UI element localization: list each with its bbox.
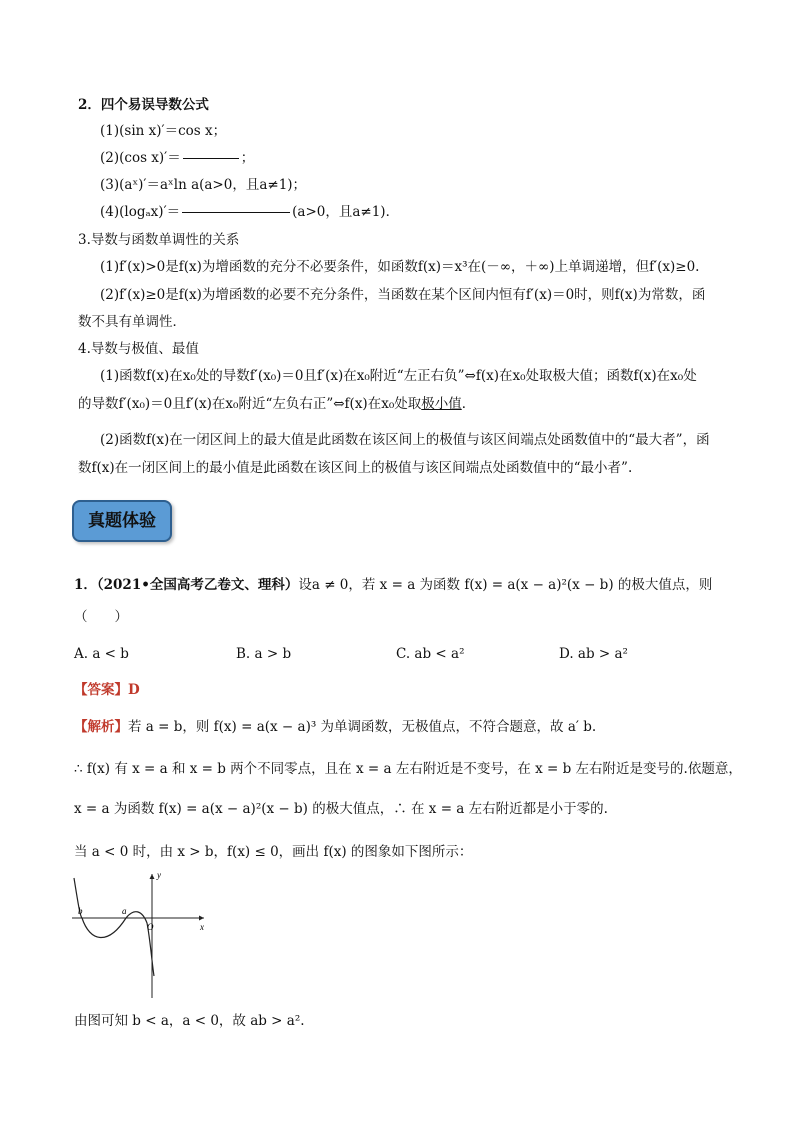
answer-label: 【答案】: [74, 682, 128, 698]
formula-2: [100, 149, 254, 167]
formula-4: [100, 203, 399, 221]
analysis-line-5: 由图可知 b < a，a < 0，故 ab > a².: [74, 1013, 305, 1029]
analysis-label: 【解析】: [74, 719, 128, 735]
formula-4-lhs: (4)(logₐx)′＝: [100, 204, 181, 220]
section-4-p1b: [78, 395, 475, 413]
analysis-line-3: x = a 为函数 f(x) = a(x − a)²(x − b) 的极大值点，∴ 在 x = a 左右附近都是小于零的.: [74, 801, 608, 817]
section-3-p1: (1)f′(x)>0是f(x)为增函数的充分不必要条件，如函数f(x)＝x³在(－∞，＋∞)上单调递增，但f′(x)≥0.: [100, 259, 700, 275]
section-3-p2a: (2)f′(x)≥0是f(x)为增函数的必要不充分条件，当函数在某个区间内恒有f′(x)＝0时，则f(x)为常数，函: [100, 287, 706, 303]
section-4-p2b: 数f(x)在一闭区间上的最小值是此函数在该区间上的极值与该区间端点处函数值中的“最小者”.: [78, 460, 633, 476]
question-stem: 设a ≠ 0，若 x = a 为函数 f(x) = a(x − a)²(x − b) 的极大值点，则: [298, 577, 713, 593]
section-4-p1a: (1)函数f(x)在x₀处的导数f′(x₀)＝0且f′(x)在x₀附近“左正右负”⇔f(x)在x₀处取极大值；函数f(x)在x₀处: [100, 368, 697, 384]
x-axis-arrow: [199, 916, 204, 921]
p1b-end: ．: [461, 396, 476, 412]
y-axis-label: y: [157, 870, 161, 880]
origin-label: O: [147, 922, 154, 932]
section-2-heading: 2．四个易误导数公式: [78, 97, 209, 113]
section-badge: 真题体验: [72, 500, 172, 542]
formula-1: (1)(sin x)′＝cos x；: [100, 123, 227, 139]
question-paren: （ ）: [74, 609, 128, 625]
p1b-text: 的导数f′(x₀)＝0且f′(x)在x₀附近“左负右正”⇔f(x)在x₀处取: [78, 396, 422, 412]
formula-3: (3)(aˣ)′＝aˣln a(a>0，且a≠1)；: [100, 177, 307, 193]
question-line-1: [74, 576, 712, 594]
point-b-label: b: [78, 906, 83, 916]
answer-line: [74, 681, 140, 699]
function-curve: [74, 878, 154, 976]
analysis-line-1: [74, 718, 596, 736]
formula-2-tail: ；: [240, 150, 255, 166]
question-source: 1．（2021•全国高考乙卷文、理科）: [74, 577, 299, 593]
formula-4-tail: (a>0，且a≠1)．: [292, 204, 400, 220]
option-c: C. ab < a²: [396, 646, 465, 662]
analysis-line-4: 当 a < 0 时，由 x > b，f(x) ≤ 0，画出 f(x) 的图象如下图所示：: [74, 844, 473, 860]
point-a-label: a: [122, 906, 127, 916]
option-a: A. a < b: [74, 646, 129, 662]
p1b-underlined: 极小值: [421, 396, 462, 412]
y-axis-arrow: [150, 874, 155, 879]
analysis-text-1: 若 a = b，则 f(x) = a(x − a)³ 为单调函数，无极值点，不符合题意，故 a′ b.: [128, 719, 597, 735]
function-graph: [68, 868, 208, 1004]
blank-line: [182, 212, 290, 213]
option-b: B. a > b: [236, 646, 292, 662]
analysis-line-2: ∴ f(x) 有 x = a 和 x = b 两个不同零点，且在 x = a 左右附近是不变号，在 x = b 左右附近是变号的.依题意，: [74, 761, 742, 777]
formula-2-lhs: (2)(cos x)′＝: [100, 150, 181, 166]
section-3-p2b: 数不具有单调性．: [78, 314, 186, 330]
section-3-heading: 3.导数与函数单调性的关系: [78, 232, 240, 248]
x-axis-label: x: [200, 922, 204, 932]
option-d: D. ab > a²: [559, 646, 628, 662]
answer-value: D: [128, 682, 140, 698]
section-4-p2a: (2)函数f(x)在一闭区间上的最大值是此函数在该区间上的极值与该区间端点处函数值中的“最大者”，函: [100, 432, 710, 448]
blank-line: [183, 158, 239, 159]
section-4-heading: 4.导数与极值、最值: [78, 341, 199, 357]
